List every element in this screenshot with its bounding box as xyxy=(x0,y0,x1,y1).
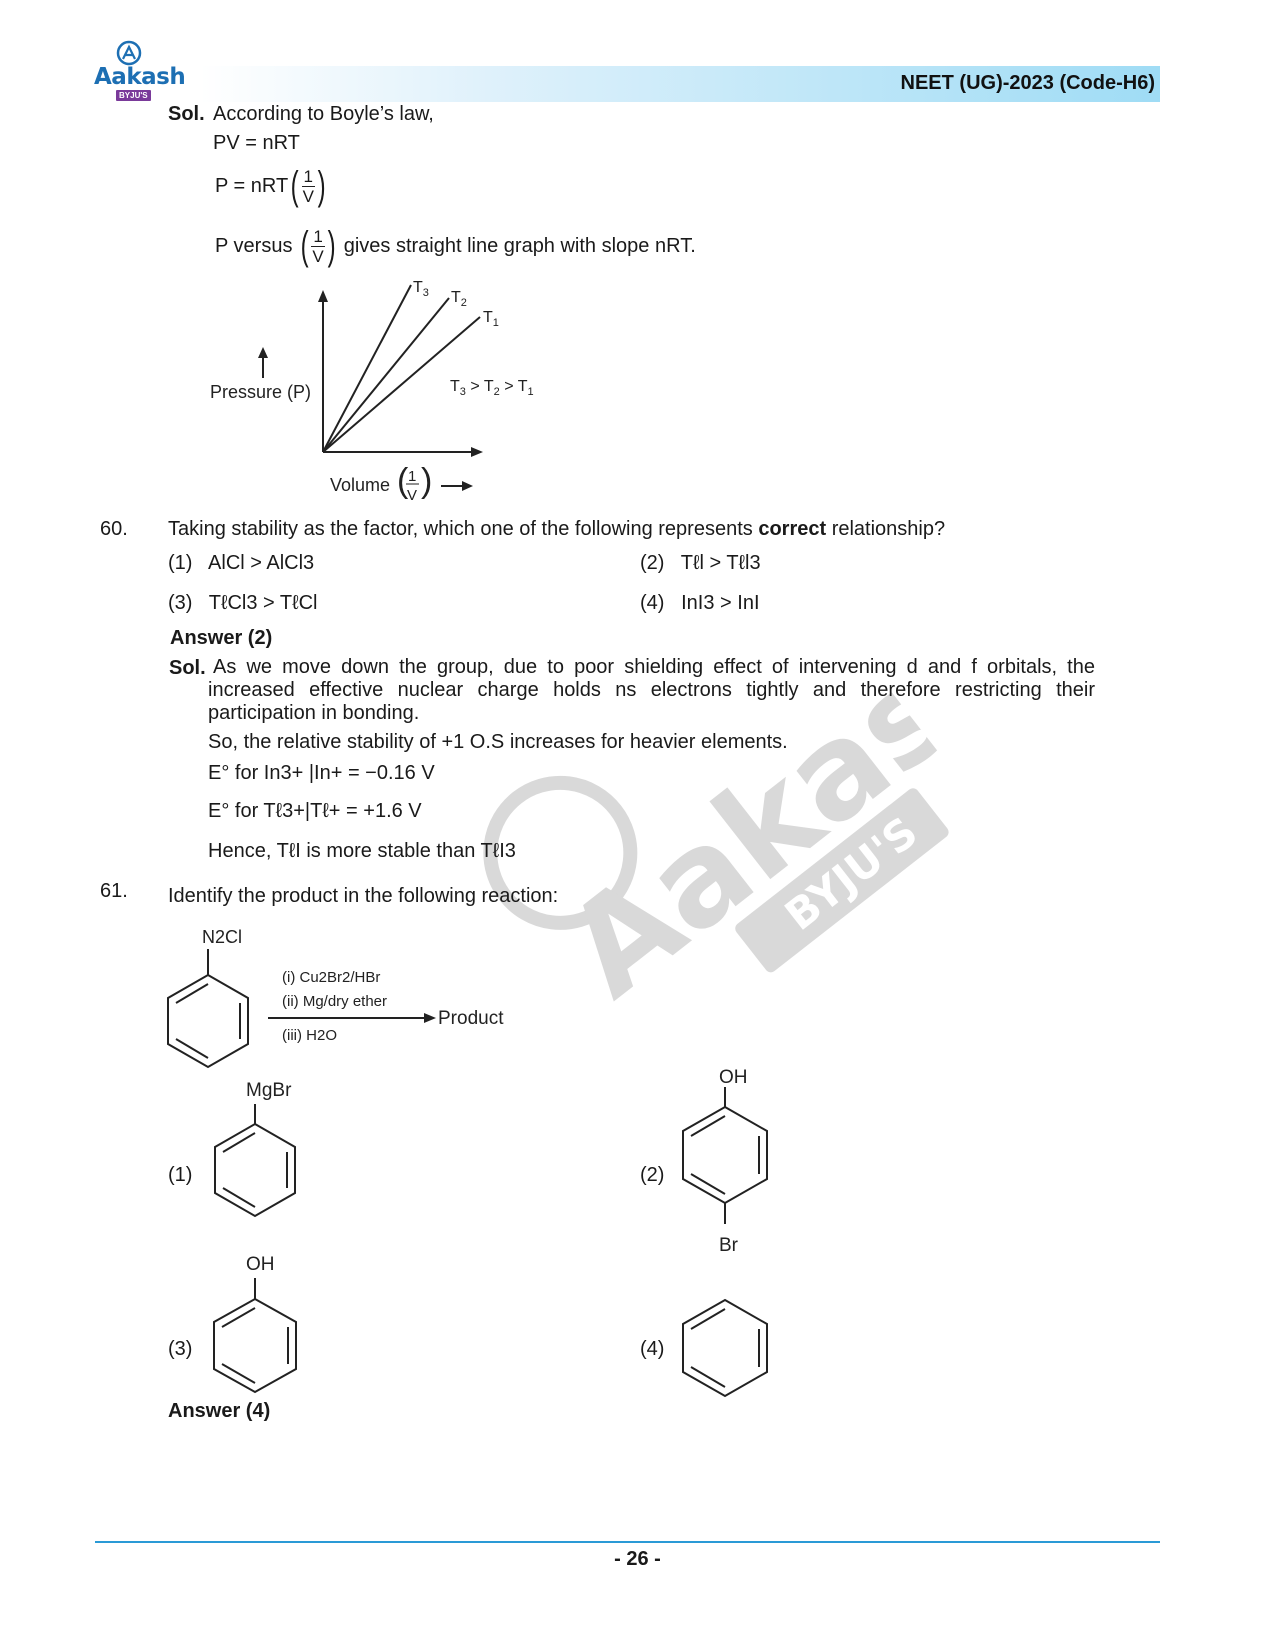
q60-option-2-text: Tℓl > Tℓl3 xyxy=(680,552,761,574)
reactant-group: N2Cl xyxy=(202,927,243,947)
x-axis-label: Volume xyxy=(330,475,391,495)
footer-divider xyxy=(95,1541,1160,1543)
option-1-substituent: MgBr xyxy=(246,1080,292,1101)
y-axis-label: Pressure (P) xyxy=(210,382,312,402)
graph-relation: $T_3 > T_2 > T_1$ xyxy=(450,378,534,398)
q60-option-3[interactable]: (3) TℓCl3 > TℓCl xyxy=(168,592,318,614)
q59-sol-label: Sol. xyxy=(168,103,205,125)
q61-option-3-num[interactable]: (3) xyxy=(168,1338,193,1360)
q59-intro: According to Boyle’s law, xyxy=(213,103,434,125)
q60-option-1-text: AlCl > AlCl3 xyxy=(208,552,315,574)
q61-option-1-num[interactable]: (1) xyxy=(168,1164,193,1186)
label-T1: $T_1$ xyxy=(483,309,499,329)
reagent-1: (i) Cu2Br2/HBr xyxy=(282,969,381,986)
q61-option-1-structure[interactable] xyxy=(200,1072,320,1232)
logo-badge: BYJU'S xyxy=(116,90,151,101)
q61-option-2-num[interactable]: (2) xyxy=(640,1164,665,1186)
q60-option-4-text: InI3 > InI xyxy=(681,592,760,614)
q60-option-2[interactable]: (2) Tℓl > Tℓl3 xyxy=(640,552,761,574)
svg-text:(: ( xyxy=(397,462,409,500)
q60-option-1[interactable]: (1) AlCl > AlCl3 xyxy=(168,552,315,574)
aakash-logo-icon xyxy=(116,40,142,66)
logo-text: Aakash xyxy=(94,64,186,90)
line-T3 xyxy=(323,285,411,452)
q61-option-4-structure[interactable] xyxy=(670,1290,790,1405)
q61-option-3-structure[interactable] xyxy=(200,1248,320,1403)
q61-question: Identify the product in the following reaction: xyxy=(168,885,559,907)
q61-option-4-num[interactable]: (4) xyxy=(640,1338,665,1360)
option-3-substituent: OH xyxy=(246,1254,275,1275)
page-number: - 26 - xyxy=(614,1548,661,1570)
q60-e1: E° for In3+ |In+ = −0.16 V xyxy=(208,762,435,784)
reactant-benzene-ring xyxy=(168,975,248,1067)
product-label: Product xyxy=(438,1008,504,1029)
q60-sol-paragraph: As we move down the group, due to poor shielding effect of intervening d and f orbitals, the increased effective nuclear charge holds ns electrons tightly and therefore restricting their participation in bonding. xyxy=(208,656,1095,724)
q59-line3: P versus ( $\frac{1}{V}$ ) gives straight line graph with slope nRT. xyxy=(215,224,696,268)
q60-option-4[interactable]: (4) InI3 > InI xyxy=(640,592,760,614)
q60-option-3-text: TℓCl3 > TℓCl xyxy=(208,592,318,614)
q59-eq1: PV = nRT xyxy=(213,132,300,154)
svg-text:): ) xyxy=(421,462,433,500)
watermark-text: Aakash xyxy=(538,578,992,1027)
q60-number: 60. xyxy=(100,518,128,540)
q60-e2: E° for Tℓ3+|Tℓ+ = +1.6 V xyxy=(208,800,422,822)
boyle-graph xyxy=(205,270,565,515)
q60-conclusion: Hence, TℓI is more stable than TℓI3 xyxy=(208,840,516,862)
label-T3: $T_3$ xyxy=(413,279,429,299)
header-title: NEET (UG)-2023 (Code-H6) xyxy=(900,72,1155,94)
q60-sol-label: Sol. xyxy=(169,657,206,679)
q61-answer: Answer (4) xyxy=(168,1400,271,1422)
watermark-badge: BYJU'S xyxy=(775,807,927,941)
line-T2 xyxy=(323,298,449,452)
q60-question: Taking stability as the factor, which one of the following represents correct relationship? xyxy=(168,518,946,540)
label-T2: $T_2$ xyxy=(451,289,467,309)
q61-number: 61. xyxy=(100,880,128,902)
eq2-fraction: $\frac{1}{V}$ xyxy=(302,166,314,206)
reagent-3: (iii) H2O xyxy=(282,1027,337,1044)
eq2-lhs: P = nRT xyxy=(215,175,289,197)
q59-eq2: P = nRT ( $\frac{1}{V}$ ) xyxy=(215,164,326,208)
option-2-substituent-bottom: Br xyxy=(719,1235,738,1256)
svg-text:1: 1 xyxy=(408,468,417,485)
reaction-scheme xyxy=(160,915,530,1075)
q61-option-2-structure[interactable] xyxy=(670,1062,790,1262)
option-2-substituent-top: OH xyxy=(719,1067,748,1088)
svg-text:V: V xyxy=(407,487,418,504)
q60-sol-line2: So, the relative stability of +1 O.S increases for heavier elements. xyxy=(208,731,788,753)
reagent-2: (ii) Mg/dry ether xyxy=(282,993,388,1010)
q60-answer: Answer (2) xyxy=(170,627,273,649)
